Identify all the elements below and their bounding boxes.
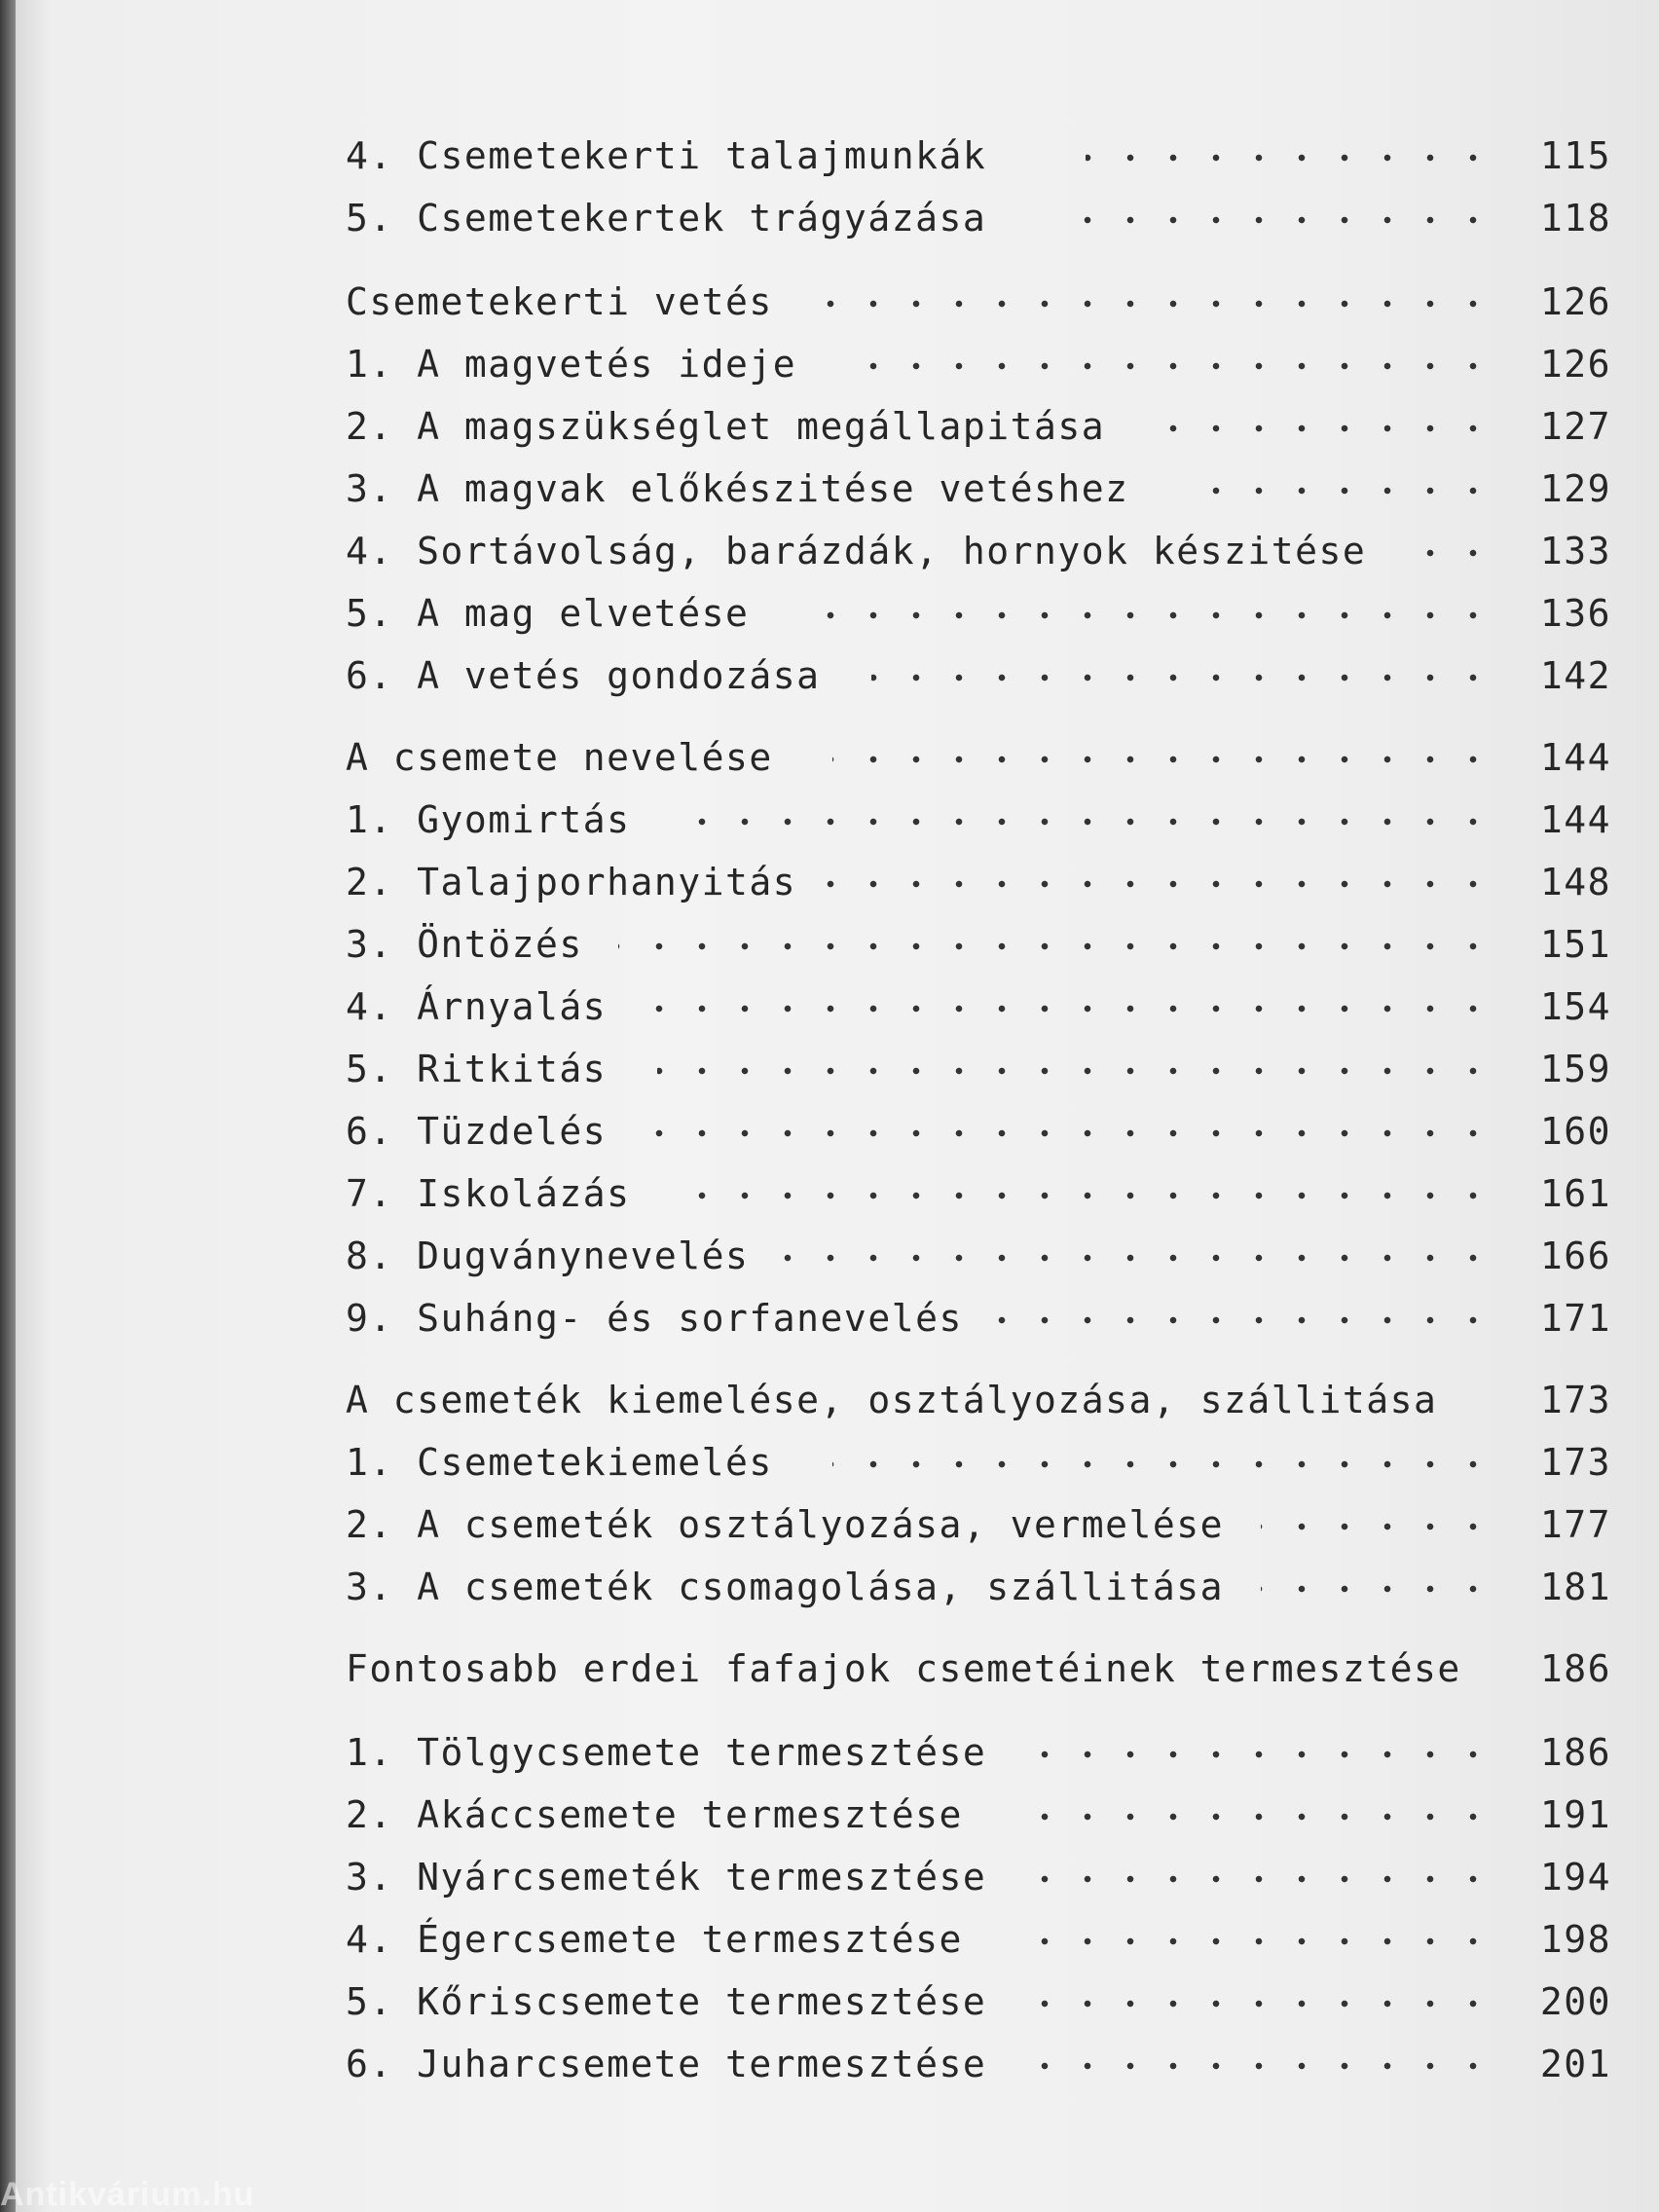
dot-leader <box>871 645 1494 707</box>
toc-entry-title: 6. A vetés gondozása <box>346 654 821 697</box>
toc-entry-page: 160 <box>1539 1110 1611 1153</box>
toc-entry-page: 186 <box>1539 1647 1611 1690</box>
toc-entry-title: 3. A magvak előkészitése vetéshez <box>346 467 1129 510</box>
toc-entry-title: 3. Nyárcsemeték termesztése <box>346 1856 987 1899</box>
dot-leader <box>1202 458 1494 520</box>
toc-entry-page: 161 <box>1539 1172 1611 1215</box>
toc-section-heading <box>346 1369 1611 1431</box>
table-of-contents <box>346 125 1611 2095</box>
toc-entry-title: 9. Suháng- és sorfanevelés <box>346 1297 963 1340</box>
toc-entry-page: 151 <box>1539 923 1611 966</box>
dot-leader <box>832 1431 1494 1493</box>
toc-entry-title: 8. Dugványnevelés <box>346 1235 750 1277</box>
toc-entry-page: 127 <box>1539 405 1611 448</box>
dot-leader <box>638 1100 1494 1162</box>
toc-entry <box>346 187 1611 249</box>
toc-entry-title: 2. Talajporhanyitás <box>346 861 797 903</box>
toc-entry-page: 173 <box>1539 1379 1611 1421</box>
toc-entry-title: Csemetekerti vetés <box>346 280 773 323</box>
toc-entry-page: 173 <box>1539 1441 1611 1484</box>
dot-leader <box>988 1287 1494 1349</box>
toc-entry-page: 194 <box>1539 1856 1611 1899</box>
toc-entry-page: 201 <box>1539 2043 1611 2085</box>
toc-entry <box>346 125 1611 187</box>
dot-leader <box>813 271 1494 333</box>
toc-entry <box>346 1971 1611 2033</box>
dot-leader <box>1027 1908 1494 1971</box>
toc-entry-title: 5. A mag elvetése <box>346 592 750 635</box>
toc-entry <box>346 1846 1611 1908</box>
toc-entry-page: 200 <box>1539 1980 1611 2023</box>
toc-entry-title: 2. A csemeték osztályozása, vermelése <box>346 1503 1224 1546</box>
toc-entry-page: 136 <box>1539 592 1611 635</box>
book-spine-shadow <box>0 0 16 2212</box>
dot-leader <box>1086 125 1494 187</box>
dot-leader <box>813 851 1494 913</box>
toc-entry-page: 142 <box>1539 654 1611 697</box>
toc-section-heading <box>346 1638 1611 1700</box>
toc-entry-title: 6. Tüzdelés <box>346 1110 608 1153</box>
watermark-text: Antikvárium.hu <box>0 2176 255 2212</box>
toc-entry <box>346 520 1611 582</box>
toc-entry-page: 191 <box>1539 1793 1611 1836</box>
toc-entry-page: 177 <box>1539 1503 1611 1546</box>
toc-section-heading <box>346 726 1611 789</box>
toc-entry-page: 159 <box>1539 1048 1611 1090</box>
toc-entry-page: 126 <box>1539 280 1611 323</box>
dot-leader <box>618 913 1494 976</box>
toc-entry-title: 4. Csemetekerti talajmunkák <box>346 134 987 177</box>
dot-leader <box>774 1225 1494 1287</box>
toc-entry-page: 186 <box>1539 1731 1611 1774</box>
toc-entry <box>346 645 1611 707</box>
toc-entry-page: 133 <box>1539 530 1611 572</box>
toc-entry <box>346 1493 1611 1556</box>
toc-entry-title: 4. Égercsemete termesztése <box>346 1918 963 1961</box>
dot-leader <box>832 726 1494 789</box>
toc-entry-title: 3. A csemeték csomagolása, szállitása <box>346 1566 1224 1608</box>
toc-entry <box>346 1287 1611 1349</box>
toc-entry <box>346 1556 1611 1618</box>
toc-entry-title: 1. Gyomirtás <box>346 798 631 841</box>
toc-entry <box>346 976 1611 1038</box>
dot-leader <box>852 333 1494 395</box>
toc-entry <box>346 333 1611 395</box>
toc-entry-page: 166 <box>1539 1235 1611 1277</box>
dot-leader <box>1261 1556 1494 1618</box>
dot-leader <box>1027 1971 1494 2033</box>
toc-entry <box>346 458 1611 520</box>
dot-leader <box>667 789 1494 851</box>
toc-entry-page: 171 <box>1539 1297 1611 1340</box>
toc-entry <box>346 1431 1611 1493</box>
toc-entry-title: 3. Öntözés <box>346 923 583 966</box>
dot-leader <box>677 1162 1494 1225</box>
dot-leader <box>657 1038 1494 1100</box>
toc-entry-title: 1. A magvetés ideje <box>346 343 797 386</box>
toc-entry-title: 1. Tölgycsemete termesztése <box>346 1731 987 1774</box>
dot-leader <box>1027 1784 1494 1846</box>
toc-entry-title: 2. A magszükséglet megállapitása <box>346 405 1106 448</box>
dot-leader <box>1027 1846 1494 1908</box>
toc-entry-page: 198 <box>1539 1918 1611 1961</box>
toc-entry-page: 126 <box>1539 343 1611 386</box>
dot-leader <box>813 582 1494 645</box>
toc-entry-page: 144 <box>1539 736 1611 779</box>
toc-entry-title: 5. Csemetekertek trágyázása <box>346 197 987 240</box>
dot-leader <box>1163 395 1494 458</box>
dot-leader <box>1397 520 1494 582</box>
toc-entry <box>346 913 1611 976</box>
toc-entry <box>346 1100 1611 1162</box>
toc-entry-title: 4. Sortávolság, barázdák, hornyok készitése <box>346 530 1367 572</box>
toc-entry-title: 4. Árnyalás <box>346 985 608 1028</box>
toc-entry-title: Fontosabb erdei fafajok csemetéinek termesztése <box>346 1647 1461 1690</box>
toc-entry-page: 115 <box>1539 134 1611 177</box>
toc-entry-page: 154 <box>1539 985 1611 1028</box>
toc-entry-title: 1. Csemetekiemelés <box>346 1441 773 1484</box>
toc-entry-page: 148 <box>1539 861 1611 903</box>
toc-entry-title: 6. Juharcsemete termesztése <box>346 2043 987 2085</box>
toc-entry <box>346 1038 1611 1100</box>
toc-section-heading <box>346 271 1611 333</box>
toc-entry <box>346 1225 1611 1287</box>
toc-entry-title: 5. Kőriscsemete termesztése <box>346 1980 987 2023</box>
dot-leader <box>1261 1493 1494 1556</box>
toc-entry-title: A csemete nevelése <box>346 736 773 779</box>
toc-entry-title: 2. Akáccsemete termesztése <box>346 1793 963 1836</box>
toc-entry <box>346 1908 1611 1971</box>
toc-entry <box>346 395 1611 458</box>
toc-entry-page: 118 <box>1539 197 1611 240</box>
toc-entry-title: 5. Ritkitás <box>346 1048 608 1090</box>
toc-entry <box>346 851 1611 913</box>
toc-entry <box>346 789 1611 851</box>
dot-leader <box>638 976 1494 1038</box>
dot-leader <box>1027 2033 1494 2095</box>
toc-entry <box>346 582 1611 645</box>
toc-entry-page: 129 <box>1539 467 1611 510</box>
toc-entry <box>346 1162 1611 1225</box>
toc-entry-title: 7. Iskolázás <box>346 1172 631 1215</box>
toc-entry-title: A csemeték kiemelése, osztályozása, szállitása <box>346 1379 1438 1421</box>
dot-leader <box>1027 1721 1494 1784</box>
toc-entry <box>346 1721 1611 1784</box>
dot-leader <box>1066 187 1494 249</box>
toc-entry <box>346 2033 1611 2095</box>
toc-entry-page: 144 <box>1539 798 1611 841</box>
toc-entry <box>346 1784 1611 1846</box>
toc-entry-page: 181 <box>1539 1566 1611 1608</box>
